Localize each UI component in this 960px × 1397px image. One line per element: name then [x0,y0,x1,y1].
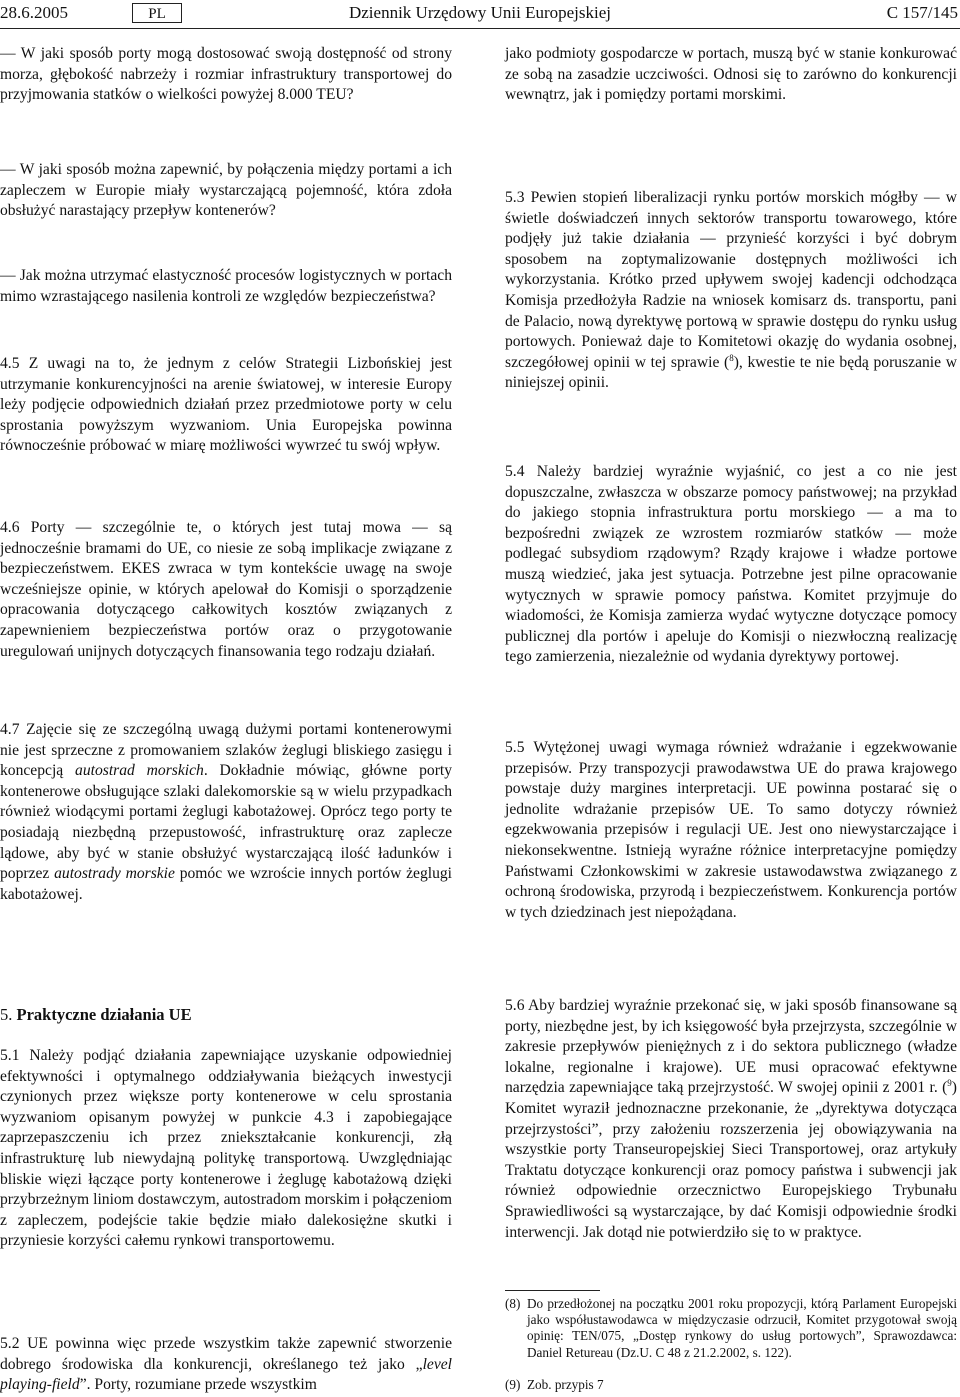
section-5-heading [0,1004,192,1026]
paragraph-5-3: 5.3 Pewien stopień liberalizacji rynku portów morskich mógłby — w świetle doświadczeń innych sektorów transportu towarowego, które podjęły już takie działania — przynieść korzyści i być dobrym sposobem na zoptymalizowanie dostępnych możliwości ich wykorzystania. Krótko przed upływem swojej kadencji odchodząca Komisja przedłożyła Radzie na wniosek komisarz ds. transportu, pani de Palacio, nową dyrektywę portową w sprawie dostępu do rynku usług portowych. Ponieważ daje to Komitetowi okazję do wydania osobnej, szczegółowej opinii w tej sprawie ($^8$), kwestie te nie będą poruszanie w niniejszej opinii. [505,189,957,392]
italic-term: level playing-field [0,1355,452,1394]
page-reference: C 157/145 [886,3,958,22]
page-header [0,0,960,26]
question-logistics-flexibility: — Jak można utrzymać elastyczność procesów logistycznych w portach mimo wzrastającego nasilenia kontroli ze względów bezpieczeństwa? [0,267,452,305]
paragraph-5-2-continued: jako podmioty gospodarcze w portach, muszą być w stanie konkurować ze sobą na zasadzie uczciwości. Odnosi się to zarówno do konkurencji wewnątrz, jak i pomiędzy portami morskimi. [505,45,957,104]
paragraph-5-1: 5.1 Należy podjąć działania zapewniające uzyskanie odpowiedniej efektywności i optymalnego oddziaływania bieżących inwestycji czynionych przez większe porty kontenerowe w celu sprostania wyzwaniom opisanym powyżej w punkcie 4.3 i zapobiegające zaprzepaszczeniu ich przez zniekształcanie konkurencji, złą infrastrukturę lub niewydajną politykę transportową. Uwzględniając bliskie więzi łączące porty kontenerowe i żeglugę kabotażową dzięki przybrzeżnym liniom dostawczym, autostradom morskim i połączeniom z zapleczem, podejście takie będzie miało dalekosiężne skutki i przyniesie korzyści całemu rynkowi transportowemu. [0,1047,452,1250]
header-rule [0,28,960,29]
paragraph-4-6: 4.6 Porty — szczególnie te, o których jest tutaj mowa — są jednocześnie bramami do UE, co niesie ze sobą implikacje związane z bezpieczeństwem. EKES zwraca w tym kontekście uwagę na swoje wcześniejsze opinie, w których apelował do Komisji o sporządzenie opracowania dotyczącego całkowitych kosztów związanych z zapewnieniem bezpieczeństwa portów oraz o przygotowanie uregulowań unijnych dotyczących finansowania tego rodzaju działań. [0,519,452,660]
language-box: PL [132,3,182,23]
footnote-9: (9) Zob. przypis 7 [505,1377,604,1392]
footnote-number: (9) [505,1377,521,1392]
footnote-rule [505,1290,600,1291]
section-number: 5. [0,1005,13,1024]
paragraph-4-5: 4.5 Z uwagi na to, że jednym z celów Strategii Lizbońskiej jest utrzymanie konkurencyjności na arenie światowej, w interesie Europy leży podjęcie odpowiednich działań przez przedmiotowe porty w celu sprostania powyższym wyzwaniom. Unia Europejska powinna równocześnie próbować w miarę możliwości wywrzeć tu swój wpływ. [0,355,452,455]
section-title: Praktyczne działania UE [16,1005,192,1024]
question-hinterland-capacity: — W jaki sposób można zapewnić, by połączenia między portami a ich zapleczem w Europie miały wystarczającą pojemność, która zdoła obsłużyć narastający przepływ kontenerów? [0,161,452,220]
footnote-8: (8) Do przedłożonej na początku 2001 roku propozycji, którą Parlament Europejski jako współustawodawca w międzyczasie odrzucił, Komitet przygotował swoją opinię: TEN/075, „Dostęp rynkowy do usług portowych”, Sprawozdawca: Daniel Retureau (Dz.U. C 48 z 21.2.2002, s. 122). [505,1296,957,1360]
paragraph-5-6: 5.6 Aby bardziej wyraźnie przekonać się, w jaki sposób finansowane są porty, niezbędne jest, by ich księgowość była przejrzysta, szczególnie w zakresie przepływów pieniężnych z i do sektora publicznego (władze lokalne, regionalne i krajowe). UE musi opracować efektywne narzędzia zapewniające taką przejrzystość. W swojej opinii z 2001 r. ($^9$) Komitet wyraził jednoznaczne przekonanie, że „dyrektywa dotycząca przejrzystości”, przy założeniu rozszerzenia jej obowiązywania na wszystkie porty Transeuropejskiej Sieci Transportowej, oraz artykuły Traktatu dotyczące konkurencji oraz pomocy państwa i subwencji jak również odpowiednie orzecznictwo Europejskiego Trybunału Sprawiedliwości są wystarczające, by dać Komisji odpowiednie środki interwencji. Jak dotąd nie potwierdziło się to w praktyce. [505,997,957,1241]
footnote-ref: 9 [947,1078,952,1089]
question-port-access: — W jaki sposób porty mogą dostosować swoją dostępność od strony morza, głębokość nabrzeży i rozmiar infrastruktury transportowej do przyjmowania statków o wielkości powyżej 8.000 TEU? [0,45,452,104]
paragraph-5-4: 5.4 Należy bardziej wyraźnie wyjaśnić, co jest a co nie jest dopuszczalne, zwłaszcza w obszarze pomocy państwowej; na przykład do jakiego stopnia infrastruktura portu morskiego — a ma to bezpośredni związek ze wzrostem rozmiarów statków — może podlegać subsydiom rządowym? Rządy krajowe i władze portowe muszą wiedzieć, jaka jest sytuacja. Potrzebne jest pilne opracowanie wytycznych w sprawie pomocy państwa. Komitet przyjmuje do wiadomości, że Komisja zamierza wydać wytyczne dotyczące pomocy publicznej dla portów i apeluje do Komisji o niezwłoczną realizację tego zamierzenia, niezależnie od wydania dyrektywy portowej. [505,463,957,666]
italic-term: autostrad morskich [75,762,204,780]
paragraph-5-5: 5.5 Wytężonej uwagi wymaga również wdrażanie i egzekwowanie przepisów. Przy transpozycji prawodawstwa UE do prawa krajowego powstaje duży margines interpretacji. UE powinna postarać się o jednolite wdrażanie przepisów UE. To samo dotyczy również egzekwowania przepisów i regulacji UE. Jest ono niewystarczające i niekonsekwentne. Istnieją wyraźne różnice interpretacyjne pomiędzy Państwami Członkowskimi w zakresie ustawodawstwa związanego z ochroną środowiska, przyrodą i bezpieczeństwem. Konkurencja portów w tych dziedzinach jest niepożądana. [505,739,957,921]
footnote-ref: 8 [729,352,734,363]
publication-date: 28.6.2005 [0,3,68,22]
paragraph-5-2: 5.2 UE powinna więc przede wszystkim także zapewnić stworzenie dobrego środowiska dla konkurencji, określanego też jako „level playing-field”. Porty, rozumiane przede wszystkim [0,1335,452,1394]
italic-term: autostrady morskie [54,865,175,883]
journal-title: Dziennik Urzędowy Unii Europejskiej [348,3,611,22]
paragraph-4-7: 4.7 Zajęcie się ze szczególną uwagą dużymi portami kontenerowymi nie jest sprzeczne z promowaniem szlaków żeglugi bliskiego zasięgu i koncepcją autostrad morskich. Dokładnie mówiąc, główne porty kontenerowe obsługujące szlaki dalekomorskie są w wielu przypadkach również wiodącymi portami żeglugi kabotażowej. Oprócz tego porty te posiadają niezbędną przepustowość, infrastrukturę oraz zaplecze lądowe, aby być w stanie obsłużyć wystarczającą ilość ładunków i poprzez autostrady morskie pomóc we wzroście innych portów żeglugi kabotażowej. [0,721,453,903]
footnote-number: (8) [505,1296,521,1311]
